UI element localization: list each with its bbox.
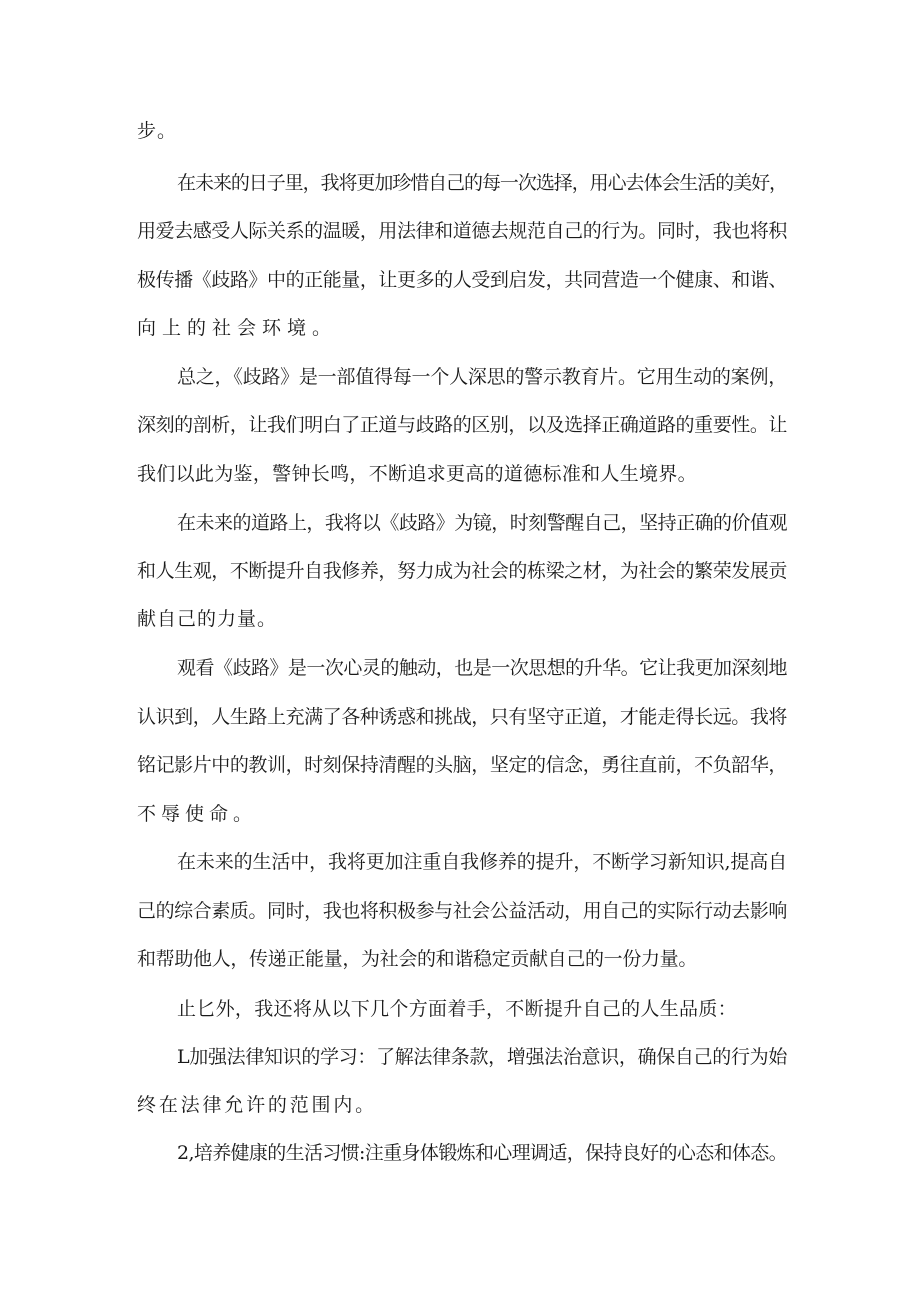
text-line: 终在法律允许的范围内。 <box>137 1094 377 1116</box>
text-line: 和帮助他人，传递正能量，为社会的和谐稳定贡献自己的一份力量。 <box>137 948 697 970</box>
text-line: 献自己的力量。 <box>137 608 277 630</box>
text-line: 和人生观，不断提升自我修养，努力成为社会的栋梁之材，为社会的繁荣发展贡 <box>137 560 787 582</box>
text-line: 用爱去感受人际关系的温暖，用法律和道德去规范自己的行为。同时，我也将积 <box>137 220 787 242</box>
paragraph-first-line: 在未来的道路上，我将以《歧路》为镜，时刻警醒自己，坚持正确的价值观 <box>177 512 787 534</box>
paragraph-first-line: 在未来的生活中，我将更加注重自我修养的提升，不断学习新知识,提高自 <box>177 851 787 873</box>
paragraph-first-line: 总之，《歧路》是一部值得每一个人深思的警示教育片。它用生动的案例， <box>177 366 787 388</box>
list-item-first-line: L加强法律知识的学习：了解法律条款，增强法治意识，确保自己的行为始 <box>177 1046 787 1068</box>
list-item-first-line: 2,培养健康的生活习惯:注重身体锻炼和心理调适，保持良好的心态和体态。 <box>177 1142 788 1164</box>
paragraph-first-line: 在未来的日子里，我将更加珍惜自己的每一次选择，用心去体会生活的美好， <box>177 172 787 194</box>
text-line: 铭记影片中的教训，时刻保持清醒的头脑，坚定的信念，勇往直前，不负韶华， <box>137 754 787 776</box>
text-line: 己的综合素质。同时，我也将积极参与社会公益活动，用自己的实际行动去影响 <box>137 900 787 922</box>
text-line: 深刻的剖析，让我们明白了正道与歧路的区别，以及选择正确道路的重要性。让 <box>137 414 787 436</box>
text-line: 极传播《歧路》中的正能量，让更多的人受到启发，共同营造一个健康、和谐、 <box>137 269 787 291</box>
text-line: 步。 <box>137 120 177 142</box>
text-line: 认识到，人生路上充满了各种诱惑和挑战，只有坚守正道，才能走得长远。我将 <box>137 706 787 728</box>
paragraph-first-line: 观看《歧路》是一次心灵的触动，也是一次思想的升华。它让我更加深刻地 <box>177 657 787 679</box>
paragraph-first-line: 止匕外，我还将从以下几个方面着手，不断提升自己的人生品质： <box>177 998 737 1020</box>
text-line: 不辱使命。 <box>137 803 257 825</box>
text-line: 我们以此为鉴，警钟长鸣，不断追求更高的道德标准和人生境界。 <box>137 463 697 485</box>
text-line: 向上的社会环境。 <box>137 317 337 339</box>
